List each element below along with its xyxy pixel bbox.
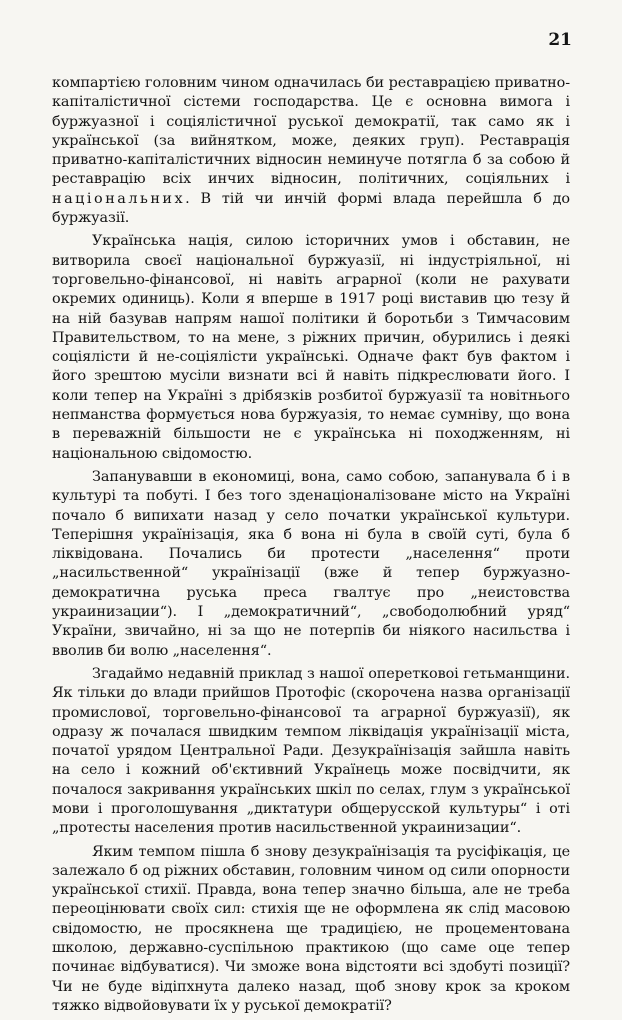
spaced-word: національних bbox=[52, 190, 186, 207]
paragraph-1-text: компартією головним чином одначилась би реставрацією приватно-капіталістичної сістеми господарства. Це є основна вимога і буржуазної і соціялістичної руської демократії, так само як і української (за вийнятком, може, деяких груп). Реставрація приватно-капіталістичних відносин неминуче потягла б за собою й реставрацію всіх инчих відносин, політичних, соціяльних і bbox=[52, 75, 570, 188]
page-number: 21 bbox=[548, 30, 572, 50]
body-text bbox=[52, 74, 570, 1020]
paragraph-1-text-end: . В тій чи инчій формі влада перейшла б до буржуазії. bbox=[52, 190, 570, 227]
paragraph-3: Запанувавши в економиці, вона, само собою, запанувала б і в культурі та побуті. І без того зденаціоналізоване місто на Україні почало б випихати назад у село початки української культури. Теперішня українізація, яка б вона ні була в своїй суті, була б ліквідована. Почались би протести „населення“ проти „насильственной“ українізації (вже й тепер буржуазно-демократична руська преса гвалтує про „неистовства украинизации“). І „демократичний“, „свободолюбний уряд“ України, звичайно, ні за що не потерпів би ніякого насильства і вволив би волю „населення“. bbox=[52, 468, 570, 659]
paragraph-1 bbox=[52, 74, 570, 228]
paragraph-5: Яким темпом пішла б знову дезукраїнізація та русіфікація, це залежало б од ріжних обставин, головним чином од сили опорности української стихії. Правда, вона тепер значно більша, але не треба переоцінювати своїх сил: стихія ще не оформлена як слід масовою свідомостю, не просякнена ще традицією, не процементована школою, державно-суспільною практикою (що саме оце тепер починає відбуватися). Чи зможе вона відстояти всі здобуті позиції? Чи не буде відіпхнута далеко назад, щоб знову крок за кроком тяжко відвойовувати їх у руської демократії? bbox=[52, 843, 570, 1014]
paragraph-2: Українська нація, силою історичних умов і обставин, не витворила своєї національної буржуазії, ні індустріяльної, ні торговельно-фінансової, ні навіть аграрної (коли не рахувати окремих одиниць). Коли я вперше в 1917 році виставив цю тезу й на ній базував напрям нашої політики й боротьби з Тимчасовим Правительством, то на мене, з ріжних причин, обурились і деякі соціялісти й не-соціялісти українські. Одначе факт був фактом і його зрештою мусіли визнати всі й навіть підкреслювати його. І коли тепер на Україні з дрібязків розбитої буржуазії та новітнього непманства формується нова буржуазія, то немає сумніву, що вона в переважній більшости не є українська ні походженням, ні національною свідомостю. bbox=[52, 233, 570, 462]
paragraph-4: Згадаймо недавній приклад з нашої оперетковоі гетьманщини. Як тільки до влади прийшов Протофіс (скорочена назва організації промислової, торговельно-фінансової та аграрної буржуазії), як одразу ж почалася швидким темпом ліквідація українізації міста, початої урядом Центральної Ради. Дезукраїнізація зайшла навіть на село і кожний об'єктивний Українець може посвідчити, як почалося закривання українських шкіл по селах, глум з української мови і проголошування „диктатури общерусской культуры“ і оті „протесты населения против насильственной украинизации“. bbox=[52, 665, 570, 837]
